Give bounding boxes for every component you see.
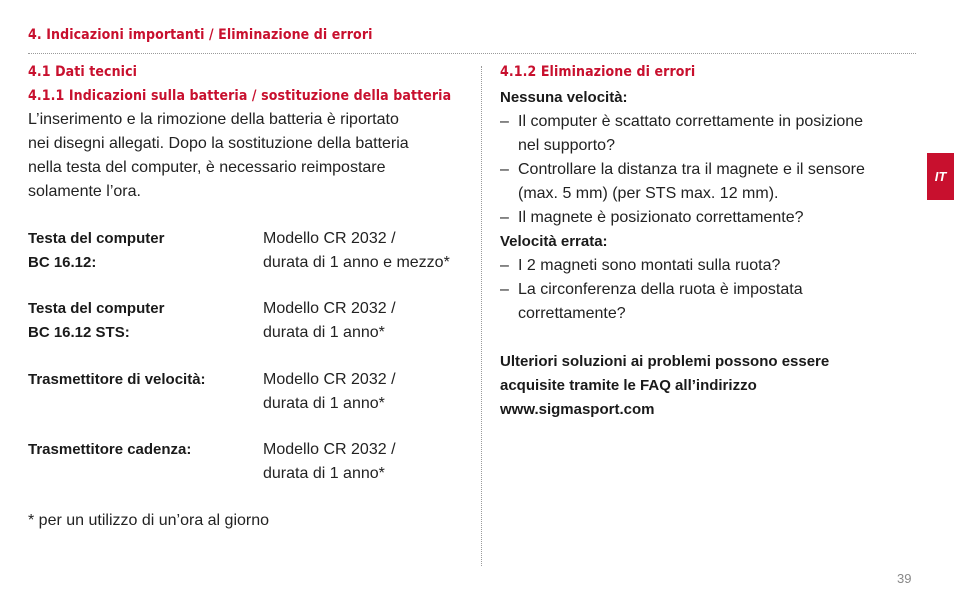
list-item-line: Il computer è scattato correttamente in posizione [518,113,864,130]
spec-label-line: BC 16.12: [28,254,97,271]
dash-bullet: – [500,209,509,226]
paragraph-line: L’inserimento e la rimozione della batteria è riportato [28,111,399,128]
spec-value-speed-transmitter [263,368,478,416]
closing-line: Ulteriori soluzioni ai problemi possono essere [500,353,830,370]
language-tab-label: IT [934,169,947,184]
spec-label-line: Testa del computer [28,230,165,247]
spec-value-line: Modello CR 2032 / [263,230,396,247]
spec-value-line: Modello CR 2032 / [263,300,396,317]
spec-value-line: durata di 1 anno e mezzo* [263,254,450,271]
spec-value-line: durata di 1 anno* [263,324,385,341]
spec-label-cadence-transmitter [28,438,258,462]
list-item-line: La circonferenza della ruota è impostata [518,281,803,298]
page-header-title: 4. Indicazioni importanti / Eliminazione di errori [28,27,373,43]
spec-label-speed-transmitter [28,368,258,392]
list-item [500,110,910,158]
dash-bullet: – [500,113,509,130]
column-divider [481,66,482,566]
closing-line: acquisite tramite le FAQ all’indirizzo [500,377,757,394]
spec-label-bc1612 [28,227,258,275]
list-item-line: nel supporto? [518,137,615,154]
spec-value-line: Modello CR 2032 / [263,441,396,458]
spec-label-line: Trasmettitore cadenza: [28,441,192,458]
list-item [500,254,910,278]
spec-label-line: Trasmettitore di velocità: [28,371,206,388]
footnote: * per un utilizzo di un’ora al giorno [28,512,270,529]
group-title-wrong-speed: Velocità errata: [500,233,608,250]
spec-value-line: durata di 1 anno* [263,465,385,482]
website-link[interactable]: www.sigmasport.com [500,401,655,418]
paragraph-line: nella testa del computer, è necessario reimpostare [28,159,386,176]
spec-value-cadence-transmitter [263,438,478,486]
list-item [500,206,910,230]
list-item [500,278,910,326]
battery-paragraph [28,108,468,204]
closing-note [500,350,910,422]
spec-label-line: Testa del computer [28,300,165,317]
dash-bullet: – [500,281,509,298]
spec-value-bc1612 [263,227,478,275]
paragraph-line: solamente l’ora. [28,183,141,200]
spec-label-bc1612-sts [28,297,258,345]
subsection-heading-batteria: 4.1.1 Indicazioni sulla batteria / sostituzione della batteria [28,88,452,104]
list-item-line: (max. 5 mm) (per STS max. 12 mm). [518,185,779,202]
list-item-line: correttamente? [518,305,626,322]
language-tab [927,153,954,200]
header-divider [28,53,916,54]
list-item-line: Controllare la distanza tra il magnete e il sensore [518,161,865,178]
spec-label-line: BC 16.12 STS: [28,324,130,341]
list-item-line: Il magnete è posizionato correttamente? [518,209,804,226]
section-heading-eliminazione-errori: 4.1.2 Eliminazione di errori [500,64,696,80]
group-title-no-speed: Nessuna velocità: [500,89,628,106]
spec-value-line: durata di 1 anno* [263,395,385,412]
dash-bullet: – [500,161,509,178]
troubleshooting-list [500,86,910,422]
spec-value-line: Modello CR 2032 / [263,371,396,388]
section-heading-dati-tecnici: 4.1 Dati tecnici [28,64,138,80]
spec-value-bc1612-sts [263,297,478,345]
dash-bullet: – [500,257,509,274]
paragraph-line: nei disegni allegati. Dopo la sostituzione della batteria [28,135,409,152]
page-number: 39 [897,571,912,586]
list-item-line: I 2 magneti sono montati sulla ruota? [518,257,781,274]
list-item [500,158,910,206]
